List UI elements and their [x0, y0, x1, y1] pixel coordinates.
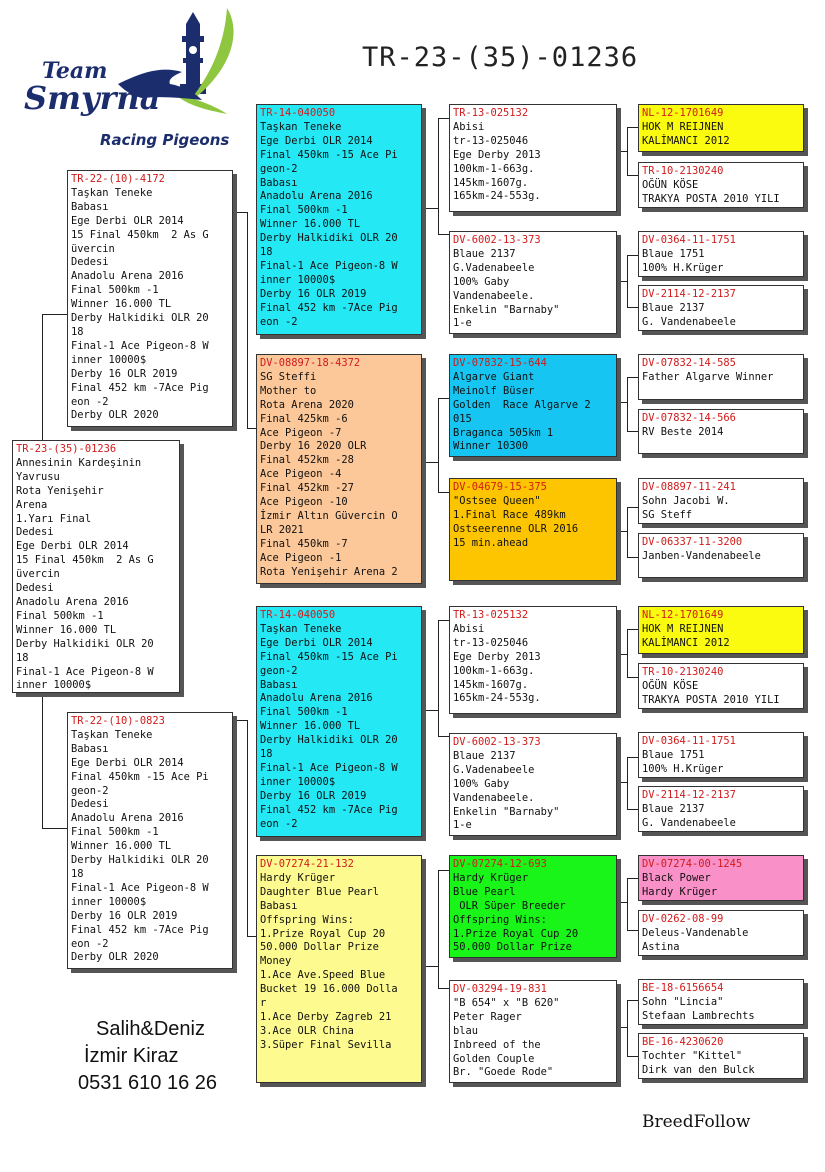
pedigree-line: Stefaan Lambrechts: [642, 1009, 755, 1022]
pedigree-line: Derby 16 OLR 2019: [71, 909, 178, 922]
ring-number: DV-07274-12-693: [453, 858, 547, 870]
pedigree-line: Final 452km -28: [260, 454, 354, 467]
pedigree-card-gen4-3[interactable]: [638, 231, 804, 277]
pedigree-card-grandsire-1[interactable]: [256, 104, 422, 335]
pedigree-line: Winner 16.000 TL: [71, 298, 172, 311]
connector-line: [627, 757, 638, 758]
pedigree-line: Mother to: [260, 384, 317, 397]
pedigree-card-gen4-8[interactable]: [638, 533, 804, 578]
pedigree-line: Derby Halkidiki OLR 20: [71, 312, 209, 325]
pedigree-line: Golden Race Algarve 2: [453, 398, 591, 411]
pedigree-line: Tochter "Kittel": [642, 1049, 743, 1062]
pedigree-line: HOK M REIJNEN: [642, 120, 724, 133]
pedigree-line: Vandenabeele.: [453, 289, 535, 302]
ring-number: DV-07832-15-644: [453, 357, 547, 369]
pedigree-line: Black Power: [642, 871, 711, 884]
pedigree-card-gen4-5[interactable]: [638, 354, 804, 400]
ring-number: DV-07274-21-132: [260, 858, 354, 870]
connector-line: [627, 557, 638, 558]
pedigree-line: 18: [260, 246, 273, 259]
pedigree-card-gen4-10[interactable]: [638, 663, 804, 709]
pedigree-line: Father Algarve Winner: [642, 370, 774, 383]
pedigree-line: G.Vadenabeele: [453, 763, 535, 776]
pedigree-line: HOK M REIJNEN: [642, 622, 724, 635]
pedigree-card-gen4-9[interactable]: [638, 606, 804, 654]
pedigree-line: TRAKYA POSTA 2010 YILI: [642, 192, 780, 205]
pedigree-line: Final-1 Ace Pigeon-8 W: [16, 665, 154, 678]
pedigree-line: 50.000 Dollar Prize: [453, 941, 572, 954]
connector-line: [233, 720, 248, 721]
pedigree-line: Ege Derbi OLR 2014: [260, 134, 373, 147]
pedigree-line: Golden Couple: [453, 1052, 535, 1065]
pedigree-card-subject[interactable]: [12, 440, 180, 693]
pedigree-line: Money: [260, 955, 292, 968]
pedigree-line: "B 654" x "B 620": [453, 996, 560, 1009]
pedigree-line: Derby Halkidiki OLR 20: [71, 854, 209, 867]
pedigree-line: Anadolu Arena 2016: [71, 270, 184, 283]
connector-line: [438, 870, 439, 988]
ring-number: TR-14-040050: [260, 609, 336, 621]
pedigree-line: 100% H.Krüger: [642, 261, 724, 274]
pedigree-line: Taşkan Teneke: [260, 622, 342, 635]
pedigree-line: Derby 16 OLR 2019: [71, 367, 178, 380]
pedigree-line: 100km-1-663g.: [453, 664, 535, 677]
pedigree-line: Hardy Krüger: [453, 871, 529, 884]
pedigree-line: Rota Yenişehir: [16, 484, 104, 497]
connector-line: [438, 118, 439, 234]
pedigree-line: Final 500km -1: [260, 204, 348, 217]
pedigree-line: Anadolu Arena 2016: [16, 595, 129, 608]
pedigree-line: Winner 10300: [453, 440, 529, 453]
pedigree-line: Abisi: [453, 622, 485, 635]
pedigree-line: 1.Prize Royal Cup 20: [453, 927, 579, 940]
ring-number: DV-07832-14-566: [642, 412, 736, 424]
pedigree-line: Derby Halkidiki OLR 20: [260, 734, 398, 747]
pedigree-line: Winner 16.000 TL: [260, 720, 361, 733]
pedigree-line: KALİMANCI 2012: [642, 134, 730, 147]
pedigree-line: Babası: [71, 200, 109, 213]
connector-line: [627, 1056, 638, 1057]
connector-line: [617, 402, 628, 403]
ring-number: TR-13-025132: [453, 609, 529, 621]
connector-line: [422, 966, 439, 967]
pedigree-line: 1.Ace Ave.Speed Blue: [260, 969, 386, 982]
logo-text-team: Team: [42, 58, 108, 84]
connector-line: [617, 654, 628, 655]
pedigree-line: 165km-24-553g.: [453, 190, 541, 203]
ring-number: TR-22-(10)-4172: [71, 173, 165, 185]
pedigree-line: Final 500km -1: [16, 609, 104, 622]
pedigree-line: Sohn "Lincia": [642, 995, 724, 1008]
ring-number: DV-07274-00-1245: [642, 858, 743, 870]
contact-phone: 0531 610 16 26: [78, 1072, 218, 1094]
pedigree-line: RV Beste 2014: [642, 425, 724, 438]
pedigree-line: G. Vandenabeele: [642, 315, 736, 328]
pedigree-line: Offspring Wins:: [453, 913, 547, 926]
pedigree-line: Enkelin "Barnaby": [453, 303, 560, 316]
pedigree-line: 1.Ace Derby Zagreb 21: [260, 1010, 392, 1023]
pedigree-line: Blaue 1751: [642, 748, 705, 761]
pedigree-line: 100% H.Krüger: [642, 762, 724, 775]
pedigree-line: inner 10000$: [71, 895, 147, 908]
connector-line: [627, 175, 638, 176]
pedigree-line: Final-1 Ace Pigeon-8 W: [260, 259, 398, 272]
breedfollow-brand: BreedFollow: [642, 1112, 751, 1132]
pedigree-line: Final 452 km -7Ace Pig: [260, 301, 398, 314]
pedigree-line: Blaue 2137: [453, 247, 516, 260]
pedigree-line: Anadolu Arena 2016: [71, 812, 184, 825]
pedigree-line: Abisi: [453, 120, 485, 133]
pedigree-card-gen4-15[interactable]: [638, 979, 804, 1025]
ring-number: TR-10-2130240: [642, 165, 724, 177]
pedigree-line: inner 10000$: [260, 775, 336, 788]
pedigree-line: Vandenabeele.: [453, 791, 535, 804]
connector-line: [627, 507, 638, 508]
pedigree-line: 15 min.ahead: [453, 536, 529, 549]
connector-line: [627, 507, 628, 557]
pedigree-card-great-grandparent-3[interactable]: [449, 354, 617, 457]
connector-line: [627, 255, 638, 256]
pedigree-line: Derby 16 2020 OLR: [260, 440, 367, 453]
connector-line: [627, 677, 638, 678]
pedigree-line: Winner 16.000 TL: [71, 840, 172, 853]
pedigree-line: Deleus-Vandenable: [642, 926, 749, 939]
pedigree-line: Taşkan Teneke: [260, 120, 342, 133]
pedigree-line: eon -2: [71, 937, 109, 950]
pedigree-line: OLR Süper Breeder: [453, 899, 566, 912]
pedigree-line: Ace Pigeon -10: [260, 496, 348, 509]
connector-line: [627, 1000, 628, 1056]
pedigree-line: 145km-1607g.: [453, 678, 529, 691]
pedigree-line: geon-2: [260, 162, 298, 175]
pedigree-line: Yavrusu: [16, 470, 60, 483]
ring-number: DV-6002-13-373: [453, 736, 541, 748]
pedigree-line: Anadolu Arena 2016: [260, 190, 373, 203]
connector-line: [617, 902, 628, 903]
ring-number: DV-07832-14-585: [642, 357, 736, 369]
pedigree-line: Blue Pearl: [453, 885, 516, 898]
ring-number: NL-12-1701649: [642, 609, 724, 621]
pedigree-line: Final 450km -15 Ace Pi: [71, 770, 209, 783]
pedigree-line: Final 452 km -7Ace Pig: [260, 803, 398, 816]
pedigree-line: G.Vadenabeele: [453, 261, 535, 274]
logo-text-smyrna: Smyrna: [24, 79, 161, 117]
connector-line: [617, 531, 628, 532]
pedigree-line: 18: [16, 651, 29, 664]
pedigree-line: 50.000 Dollar Prize: [260, 941, 379, 954]
pedigree-line: 15 Final 450km 2 As G: [16, 554, 154, 567]
pedigree-line: Anadolu Arena 2016: [260, 692, 373, 705]
pedigree-line: 145km-1607g.: [453, 176, 529, 189]
connector-line: [422, 710, 439, 711]
ring-number: TR-23-(35)-01236: [16, 443, 117, 455]
pedigree-line: Final-1 Ace Pigeon-8 W: [71, 881, 209, 894]
connector-line: [627, 307, 638, 308]
connector-line: [438, 398, 439, 492]
connector-line: [617, 782, 628, 783]
connector-line: [42, 828, 68, 829]
pedigree-line: 3.Ace OLR China: [260, 1024, 354, 1037]
pedigree-card-gen4-12[interactable]: [638, 786, 804, 832]
pedigree-line: Peter Rager: [453, 1010, 522, 1023]
pedigree-line: Derby OLR 2020: [71, 951, 159, 964]
connector-line: [422, 208, 439, 209]
pedigree-line: Final 425km -6: [260, 412, 348, 425]
pedigree-line: Final 452 km -7Ace Pig: [71, 381, 209, 394]
pedigree-line: Hardy Krüger: [260, 871, 336, 884]
pedigree-line: 18: [71, 867, 84, 880]
pedigree-line: üvercin: [16, 568, 60, 581]
contact-location: İzmir Kiraz: [84, 1045, 179, 1067]
connector-line: [247, 212, 248, 428]
pedigree-line: Dedesi: [16, 526, 54, 539]
pedigree-line: Winner 16.000 TL: [260, 218, 361, 231]
pedigree-card-gen4-11[interactable]: [638, 732, 804, 778]
pedigree-line: Derby 16 OLR 2019: [260, 287, 367, 300]
pedigree-card-great-grandparent-5[interactable]: [449, 606, 617, 714]
connector-line: [617, 151, 628, 152]
pedigree-line: üvercin: [71, 242, 115, 255]
connector-line: [627, 809, 638, 810]
pedigree-line: İzmir Altın Güvercin O: [260, 509, 398, 522]
pedigree-line: Annesinin Kardeşinin: [16, 456, 142, 469]
ring-number: DV-0364-11-1751: [642, 234, 736, 246]
pedigree-line: Ostseerenne OLR 2016: [453, 522, 579, 535]
connector-line: [617, 281, 628, 282]
pedigree-line: Ace Pigeon -1: [260, 551, 342, 564]
pedigree-line: 100% Gaby: [453, 777, 510, 790]
connector-line: [627, 757, 628, 809]
pedigree-line: Final 500km -1: [260, 706, 348, 719]
pedigree-line: Final-1 Ace Pigeon-8 W: [260, 761, 398, 774]
pedigree-card-great-grandparent-6[interactable]: [449, 733, 617, 836]
pedigree-line: 1.Prize Royal Cup 20: [260, 927, 386, 940]
ring-number: DV-6002-13-373: [453, 234, 541, 246]
connector-line: [422, 462, 439, 463]
pedigree-line: Janben-Vandenabeele: [642, 549, 761, 562]
pedigree-card-great-grandparent-4[interactable]: [449, 478, 617, 581]
pedigree-line: r: [260, 997, 267, 1010]
pedigree-line: SG Steffi: [260, 370, 317, 383]
pedigree-card-gen4-6[interactable]: [638, 409, 804, 454]
pedigree-line: Ege Derbi OLR 2014: [16, 540, 129, 553]
pedigree-line: blau: [453, 1024, 479, 1037]
pedigree-card-great-grandparent-7[interactable]: [449, 855, 617, 958]
pedigree-line: Ace Pigeon -4: [260, 468, 342, 481]
pedigree-line: Derby Halkidiki OLR 20: [260, 232, 398, 245]
pedigree-line: Babası: [260, 678, 298, 691]
pedigree-line: inner 10000$: [260, 273, 336, 286]
ring-number: DV-2114-12-2137: [642, 789, 736, 801]
pedigree-line: 100km-1-663g.: [453, 162, 535, 175]
pedigree-line: Hardy Krüger: [642, 885, 718, 898]
pedigree-line: OĞÜN KÖSE: [642, 178, 699, 191]
pedigree-line: "Ostsee Queen": [453, 494, 541, 507]
pedigree-line: Winner 16.000 TL: [16, 623, 117, 636]
pedigree-line: inner 10000$: [16, 679, 92, 692]
ring-number: DV-04679-15-375: [453, 481, 547, 493]
pedigree-line: Inbreed of the: [453, 1038, 541, 1051]
pedigree-line: Taşkan Teneke: [71, 728, 153, 741]
connector-line: [233, 212, 248, 213]
connector-line: [42, 314, 68, 315]
pedigree-line: Final-1 Ace Pigeon-8 W: [71, 339, 209, 352]
connector-line: [627, 629, 638, 630]
pedigree-line: Ege Derbi OLR 2014: [71, 214, 184, 227]
pedigree-line: Dedesi: [71, 256, 109, 269]
ring-number: DV-0364-11-1751: [642, 735, 736, 747]
pedigree-line: 1.Final Race 489km: [453, 508, 566, 521]
pedigree-line: 3.Süper Final Sevilla: [260, 1038, 392, 1051]
pedigree-line: Blaue 2137: [453, 749, 516, 762]
pedigree-card-gen4-4[interactable]: [638, 285, 804, 331]
pedigree-card-great-grandparent-2[interactable]: [449, 231, 617, 334]
pedigree-card-grandsire-2[interactable]: [256, 606, 422, 837]
pedigree-line: SG Steff: [642, 508, 693, 521]
pedigree-card-gen4-14[interactable]: [638, 910, 804, 956]
pedigree-line: Derby OLR 2020: [71, 409, 159, 422]
pedigree-line: Dedesi: [71, 798, 109, 811]
pedigree-line: tr-13-025046: [453, 636, 529, 649]
pedigree-line: eon -2: [71, 395, 109, 408]
pedigree-line: Final 452km -27: [260, 482, 354, 495]
pedigree-line: Bucket 19 16.000 Dolla: [260, 983, 398, 996]
ring-number: TR-14-040050: [260, 107, 336, 119]
pedigree-line: Offspring Wins:: [260, 913, 354, 926]
pedigree-line: Taşkan Teneke: [71, 186, 153, 199]
ring-number: BE-16-4230620: [642, 1036, 724, 1048]
pedigree-line: Arena: [16, 498, 48, 511]
pedigree-line: Daughter Blue Pearl: [260, 885, 379, 898]
ring-number: DV-08897-11-241: [642, 481, 736, 493]
pedigree-line: Blaue 2137: [642, 802, 705, 815]
connector-line: [438, 620, 439, 736]
pedigree-line: 165km-24-553g.: [453, 692, 541, 705]
pedigree-line: G. Vandenabeele: [642, 816, 736, 829]
pedigree-line: Final 450km -15 Ace Pi: [260, 650, 398, 663]
ring-number: DV-03294-19-831: [453, 983, 547, 995]
pedigree-line: Enkelin "Barnaby": [453, 805, 560, 818]
pedigree-line: OĞÜN KÖSE: [642, 679, 699, 692]
pedigree-line: 1-e: [453, 819, 472, 832]
pedigree-line: tr-13-025046: [453, 134, 529, 147]
pedigree-line: Babası: [260, 176, 298, 189]
pedigree-line: eon -2: [260, 817, 298, 830]
contact-name: Salih&Deniz: [96, 1018, 205, 1040]
connector-line: [627, 1000, 638, 1001]
ring-number: DV-0262-08-99: [642, 913, 724, 925]
pedigree-line: 15 Final 450km 2 As G: [71, 228, 209, 241]
pedigree-line: Dirk van den Bulck: [642, 1063, 755, 1076]
pedigree-line: 18: [260, 748, 273, 761]
pedigree-card-gen4-1[interactable]: [638, 104, 804, 152]
connector-line: [617, 1027, 628, 1028]
connector-line: [627, 930, 638, 931]
connector-line: [627, 431, 638, 432]
connector-line: [627, 377, 638, 378]
pedigree-line: Dedesi: [16, 582, 54, 595]
pedigree-line: 100% Gaby: [453, 275, 510, 288]
pedigree-line: eon -2: [260, 315, 298, 328]
pedigree-line: 1-e: [453, 317, 472, 330]
pedigree-line: 18: [71, 325, 84, 338]
pedigree-card-great-grandparent-1[interactable]: [449, 104, 617, 212]
pedigree-line: Br. "Goede Rode": [453, 1066, 554, 1079]
pedigree-line: Sohn Jacobi W.: [642, 494, 730, 507]
pedigree-line: Astina: [642, 940, 680, 953]
connector-line: [627, 878, 638, 879]
pedigree-line: Final 452 km -7Ace Pig: [71, 923, 209, 936]
connector-line: [627, 377, 628, 431]
pedigree-line: Babası: [71, 742, 109, 755]
pedigree-line: Babası: [260, 899, 298, 912]
pedigree-card-gen4-13[interactable]: [638, 855, 804, 901]
connector-line: [627, 127, 638, 128]
pedigree-line: Blaue 2137: [642, 301, 705, 314]
pedigree-title: TR-23-(35)-01236: [362, 42, 639, 73]
pedigree-card-sire[interactable]: [67, 170, 233, 427]
pedigree-line: Final 450km -15 Ace Pi: [260, 148, 398, 161]
pedigree-line: geon-2: [71, 784, 109, 797]
pedigree-line: Meinolf Büser: [453, 384, 535, 397]
pedigree-line: Rota Arena 2020: [260, 398, 354, 411]
pedigree-card-granddam-1[interactable]: [256, 354, 422, 584]
ring-number: TR-10-2130240: [642, 666, 724, 678]
pedigree-line: 1.Yarı Final: [16, 512, 92, 525]
pedigree-line: Ace Pigeon -7: [260, 426, 342, 439]
pedigree-card-granddam-2[interactable]: [256, 855, 422, 1083]
pedigree-line: Ege Derby 2013: [453, 650, 541, 663]
pedigree-line: Derby Halkidiki OLR 20: [16, 637, 154, 650]
pedigree-line: TRAKYA POSTA 2010 YILI: [642, 693, 780, 706]
pedigree-line: 015: [453, 412, 472, 425]
pedigree-line: geon-2: [260, 664, 298, 677]
pedigree-line: Blaue 1751: [642, 247, 705, 260]
connector-line: [627, 878, 628, 930]
connector-line: [627, 629, 628, 677]
pedigree-card-great-grandparent-8[interactable]: [449, 980, 617, 1083]
team-smyrna-logo: [22, 6, 247, 156]
pedigree-line: Ege Derbi OLR 2014: [260, 636, 373, 649]
pedigree-line: Final 450km -7: [260, 537, 348, 550]
pedigree-line: Rota Yenişehir Arena 2: [260, 565, 398, 578]
ring-number: TR-13-025132: [453, 107, 529, 119]
pedigree-line: KALİMANCI 2012: [642, 636, 730, 649]
ring-number: DV-2114-12-2137: [642, 288, 736, 300]
pedigree-line: Derby 16 OLR 2019: [260, 789, 367, 802]
pedigree-card-dam[interactable]: [67, 712, 233, 969]
pedigree-line: Final 500km -1: [71, 284, 159, 297]
ring-number: NL-12-1701649: [642, 107, 724, 119]
connector-line: [247, 720, 248, 936]
pedigree-line: Algarve Giant: [453, 370, 535, 383]
logo-text-sub: Racing Pigeons: [100, 131, 230, 149]
pedigree-line: Ege Derbi OLR 2014: [71, 756, 184, 769]
pedigree-card-gen4-16[interactable]: [638, 1033, 804, 1079]
ring-number: DV-06337-11-3200: [642, 536, 743, 548]
pedigree-line: Braganca 505km 1: [453, 426, 554, 439]
pedigree-line: Final 500km -1: [71, 826, 159, 839]
ring-number: TR-22-(10)-0823: [71, 715, 165, 727]
pedigree-line: Ege Derby 2013: [453, 148, 541, 161]
pedigree-line: inner 10000$: [71, 353, 147, 366]
pedigree-card-gen4-2[interactable]: [638, 162, 804, 208]
pedigree-card-gen4-7[interactable]: [638, 478, 804, 524]
ring-number: BE-18-6156654: [642, 982, 724, 994]
ring-number: DV-08897-18-4372: [260, 357, 361, 369]
pedigree-line: LR 2021: [260, 523, 304, 536]
